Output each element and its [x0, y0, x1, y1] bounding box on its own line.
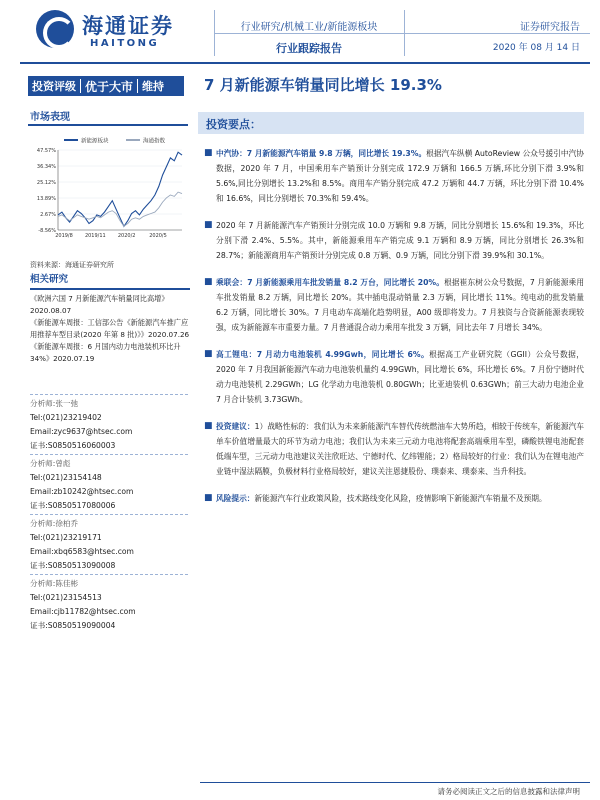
analyst-email[interactable]: Email:cjb11782@htsec.com [30, 607, 136, 616]
market-chart-svg [28, 134, 188, 246]
related-item[interactable]: 《新能源车周报：6 月国内动力电池装机环比升 34%》2020.07.19 [30, 342, 181, 363]
rating-value: 优于大市 [85, 79, 134, 94]
footer-rule [200, 782, 590, 783]
rating-box [28, 76, 184, 96]
key-point [202, 275, 584, 335]
bullet-icon: ■ [204, 220, 213, 230]
related-section-title: 相关研究 [30, 274, 69, 285]
related-section-rule [30, 288, 190, 290]
bullet-icon: ■ [204, 493, 213, 503]
report-category: 行业研究/机械工业/新能源板块 [240, 22, 378, 33]
haitong-logo-icon [36, 10, 74, 48]
related-item[interactable]: 《新能源车周报：工信部公告《新能源汽车推广应用推荐车型目录(2020 年第 8 批)》》2020.07.26 [30, 318, 190, 339]
analyst-card [30, 394, 188, 454]
related-item[interactable]: 《欧洲六国 7 月新能源汽车销量同比高增》2020.08.07 [30, 294, 169, 315]
legend-label: 新能源板块 [81, 138, 109, 145]
key-point-lead: 乘联会：7 月新能源乘用车批发销量 8.2 万台，同比增长 20%。 [216, 278, 445, 287]
analyst-list [30, 394, 188, 634]
market-chart [28, 134, 188, 246]
analyst-name: 分析师:徐柏乔 [30, 519, 79, 528]
report-header [0, 0, 600, 62]
rating-action: 维持 [142, 80, 165, 93]
analyst-phone: Tel:(021)23154148 [30, 473, 102, 482]
analyst-name: 分析师:陈佳彬 [30, 579, 79, 588]
x-tick-label: 2020/5 [149, 233, 167, 239]
report-type: 行业跟踪报告 [276, 42, 342, 55]
key-point-text: 根据崔东树公众号数据，7 月新能源乘用车批发销量 8.2 万辆，同比增长 20%。其中插电混动销量 2.3 万辆，同比增长 11%。纯电动的批发销量 6.2 万辆，同比增长 30%。7 月电动车高端化趋势明显，A00 级即将发力。7 月独资与合资新能源表现较强，成为新能源车市重要力量。7 月普通混合动力乘用车批发 3 万辆，同比去年 7 月增长 34%。 [216, 278, 585, 332]
report-date: 2020 年 08 月 14 日 [492, 43, 580, 53]
analyst-cert: 证书:S0850513090008 [30, 561, 116, 570]
key-point [202, 218, 584, 263]
key-point [202, 419, 584, 479]
y-tick-label: 13.89% [36, 196, 56, 202]
analyst-cert: 证书:S0850516060003 [30, 441, 116, 450]
analyst-email[interactable]: Email:zb10242@htsec.com [30, 487, 134, 496]
x-tick-label: 2019/11 [84, 233, 106, 239]
y-tick-label: 25.12% [36, 180, 56, 186]
header-divider [404, 33, 590, 34]
bullet-icon: ■ [204, 277, 213, 287]
bullet-icon: ■ [204, 148, 213, 158]
analyst-phone: Tel:(021)23219171 [30, 533, 102, 542]
key-point-text: 2020 年 7 月新能源汽车产销预计分别完成 10.0 万辆和 9.8 万辆，同比分别增长 15.6%和 19.3%，环比分别下滑 2.4%、5.5%。其中，新能源乘用车产销完成 9.1 万辆和 8.9 万辆，同比分别增长 26.3%和 28.7%；新能源商用车产销预计分别完成 0.8 万辆、0.9 万辆，同比分别下滑 39.9%和 30.1%。 [216, 221, 584, 260]
key-point-text: 根据汽车纵横 AutoReview 公众号援引中汽协数据，2020 年 7 月，中国乘用车产销预计分别完成 172.9 万辆和 166.5 万辆,环比分别下滑 3.9%和 5.6%,同比分别增长 13.2%和 8.5%。商用车产销分别完成 47.2 万辆和 44.7 万辆，环比分别下滑 10.4%和 16.6%，同比分别增长 70.3%和 59.4%。 [216, 149, 584, 203]
analyst-email[interactable]: Email:xbq6583@htsec.com [30, 547, 134, 556]
analyst-name: 分析师:张一弛 [30, 399, 79, 408]
analyst-card [30, 574, 188, 634]
analyst-phone: Tel:(021)23154513 [30, 593, 102, 602]
footer-disclaimer[interactable]: 请务必阅读正文之后的信息披露和法律声明 [437, 787, 580, 796]
logo-en-text: HAITONG [90, 38, 160, 49]
key-point-lead: 投资建议： [216, 422, 255, 431]
analyst-cert: 证书:S0850519090004 [30, 621, 116, 630]
rating-label: 投资评级 [32, 80, 76, 93]
key-point-lead: 中汽协：7 月新能源汽车销量 9.8 万辆，同比增长 19.3%。 [216, 149, 427, 158]
y-tick-label: 2.67% [40, 212, 56, 218]
related-research [30, 272, 190, 365]
analyst-email[interactable]: Email:zyc9637@htsec.com [30, 427, 133, 436]
x-tick-label: 2020/2 [117, 233, 136, 239]
header-divider [214, 33, 404, 34]
key-point-text: 新能源汽车行业政策风险，技术路线变化风险，疫情影响下新能源汽车销量不及预期。 [254, 494, 547, 503]
legend-label: 海通指数 [143, 138, 166, 145]
logo-cn-text: 海通证券 [82, 13, 174, 38]
report-title: 7 月新能源车销量同比增长 19.3% [204, 76, 442, 94]
analyst-cert: 证书:S0850517080006 [30, 501, 116, 510]
report-label: 证券研究报告 [520, 22, 580, 33]
bullet-icon: ■ [204, 349, 213, 359]
key-point [202, 146, 584, 206]
key-points-title: 投资要点： [206, 118, 261, 131]
haitong-logo [36, 8, 186, 54]
key-point-text: 根据高工产业研究院（GGII）公众号数据，2020 年 7 月我国新能源汽车动力电池装机量约 4.99GWh，同比增长 6%，环比增长 6%。7 月份宁德时代动力电池装机 2.29GWh；LG 化学动力电池装机 0.80GWh；比亚迪装机 0.63GWh；前三大动力电池企业 7 月合计装机 3.73GWh。 [216, 350, 584, 404]
y-tick-label: -8.56% [38, 228, 56, 234]
chart-source: 资料来源：海通证券研究所 [30, 261, 114, 269]
analyst-name: 分析师:曾彪 [30, 459, 71, 468]
market-section-title: 市场表现 [30, 112, 70, 123]
key-point [202, 491, 584, 506]
analyst-phone: Tel:(021)23219402 [30, 413, 102, 422]
x-tick-label: 2019/8 [55, 233, 73, 239]
key-points-body [202, 146, 584, 518]
key-point-text: 1）战略性标的：我们认为未来新能源汽车替代传统燃油车大势所趋，相较于传统车，新能源汽车单车价值增量最大的环节为动力电池；我们认为未来三元动力电池将配套高端乘用车型，磷酸铁锂电池配套低端车型，三元动力电池建议关注欣旺达、宁德时代、亿纬锂能；2）格局较好的行业：我们认为在锂电池产业链中湿法隔膜，负极材料行业格局较好，建议关注恩捷股份、璞泰来、璞泰来、当升科技。 [216, 422, 584, 476]
analyst-card [30, 454, 188, 514]
key-point-lead: 风险提示： [216, 494, 255, 503]
key-point-lead: 高工锂电：7 月动力电池装机 4.99Gwh，同比增长 6%。 [216, 350, 430, 359]
series-line [58, 192, 182, 226]
bullet-icon: ■ [204, 421, 213, 431]
market-section-rule [28, 124, 188, 126]
key-point [202, 347, 584, 407]
y-tick-label: 36.34% [36, 164, 56, 170]
header-rule [20, 62, 590, 64]
y-tick-label: 47.57% [36, 148, 56, 154]
analyst-card [30, 514, 188, 574]
